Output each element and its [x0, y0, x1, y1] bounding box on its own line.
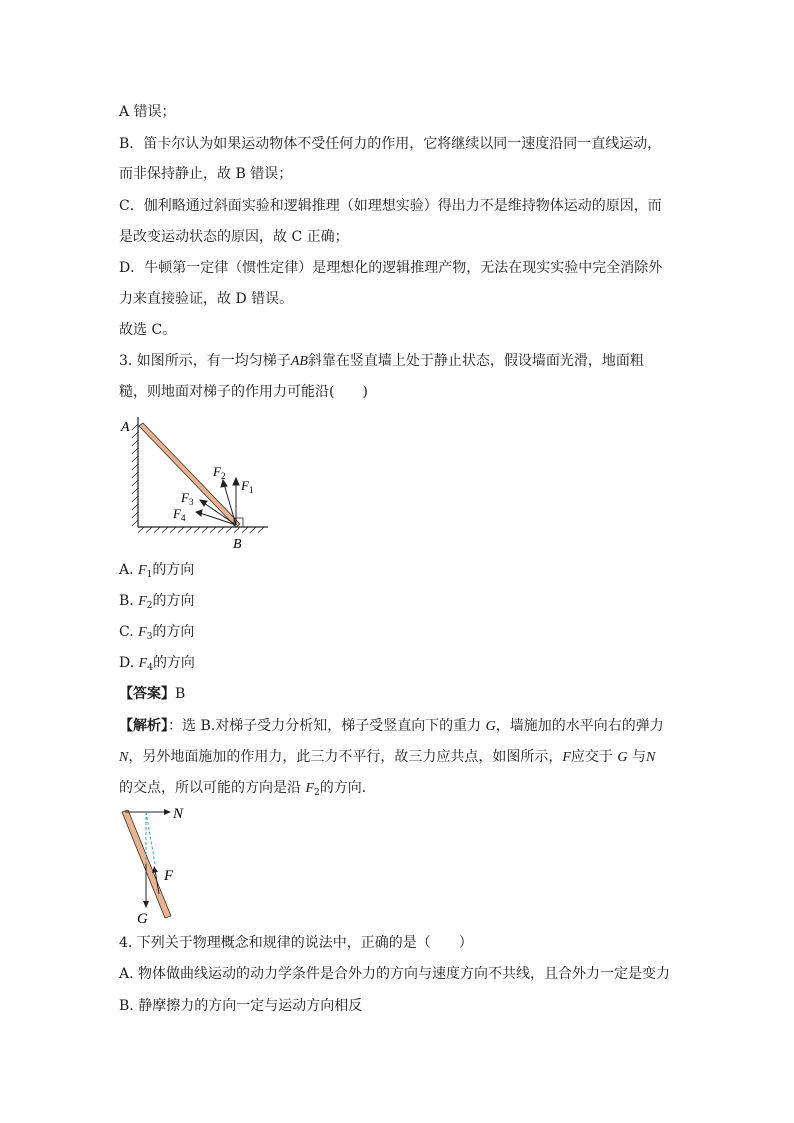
label-f: F	[164, 868, 174, 884]
q3-analysis-line3: 的交点，所以可能的方向是沿 $F_2$的方向．	[119, 780, 376, 798]
q4-option-b: B. 静摩擦力的方向一定与运动方向相反	[119, 998, 363, 1014]
label-f2: $F_2$	[213, 464, 226, 481]
label-g: G	[137, 911, 148, 927]
prev-option-c-line2: 是改变运动状态的原因，故 C 正确；	[119, 229, 349, 245]
label-a: A	[121, 420, 130, 435]
prev-option-a-end: A 错误；	[119, 104, 176, 120]
q3-option-d: D. $F_4$的方向	[119, 655, 195, 673]
prev-option-b-line2: 而非保持静止，故 B 错误；	[119, 166, 293, 182]
q3-option-c: C. $F_3$的方向	[119, 624, 195, 642]
label-f3: $F_3$	[181, 490, 194, 507]
q3-stem-line2: 糙，则地面对梯子的作用力可能沿( )	[119, 384, 368, 400]
label-b: B	[233, 537, 242, 552]
q4-option-a: A. 物体做曲线运动的动力学条件是合外力的方向与速度方向不共线，且合外力一定是变力	[119, 966, 671, 982]
q4-stem: 4. 下列关于物理概念和规律的说法中，正确的是（ ）	[119, 935, 473, 951]
prev-option-d-line2: 力来直接验证，故 D 错误。	[119, 291, 294, 307]
q3-option-b: B. $F_2$的方向	[119, 593, 195, 611]
label-f4: $F_4$	[173, 506, 186, 523]
q3-answer: 【答案】B	[119, 686, 186, 702]
label-n: N	[173, 806, 184, 822]
q3-ladder-figure	[118, 412, 278, 552]
q3-stem-line1: 3. 如图所示，有一均匀梯子AB斜靠在竖直墙上处于静止状态，假设墙面光滑，地面粗	[119, 353, 644, 369]
q3-analysis-figure	[115, 804, 205, 928]
q3-option-a: A. $F_1$的方向	[119, 562, 195, 580]
q3-analysis-line2: N，另外地面施加的作用力，此三力不平行，故三力应共点，如图所示，F应交于 G 与N	[119, 749, 656, 765]
prev-conclusion: 故选 C。	[119, 322, 177, 338]
prev-option-c-line1: C．伽利略通过斜面实验和逻辑推理（如理想实验）得出力不是维持物体运动的原因，而	[119, 198, 662, 214]
label-f1: $F_1$	[241, 478, 254, 495]
prev-option-d-line1: D．牛顿第一定律（惯性定律）是理想化的逻辑推理产物，无法在现实实验中完全消除外	[119, 260, 663, 276]
prev-option-b-line1: B．笛卡尔认为如果运动物体不受任何力的作用，它将继续以同一速度沿同一直线运动，	[119, 136, 662, 152]
q3-analysis-line1: 【解析】：选 B.对梯子受力分析知，梯子受竖直向下的重力 G，墙施加的水平向右的弹力	[119, 718, 664, 734]
